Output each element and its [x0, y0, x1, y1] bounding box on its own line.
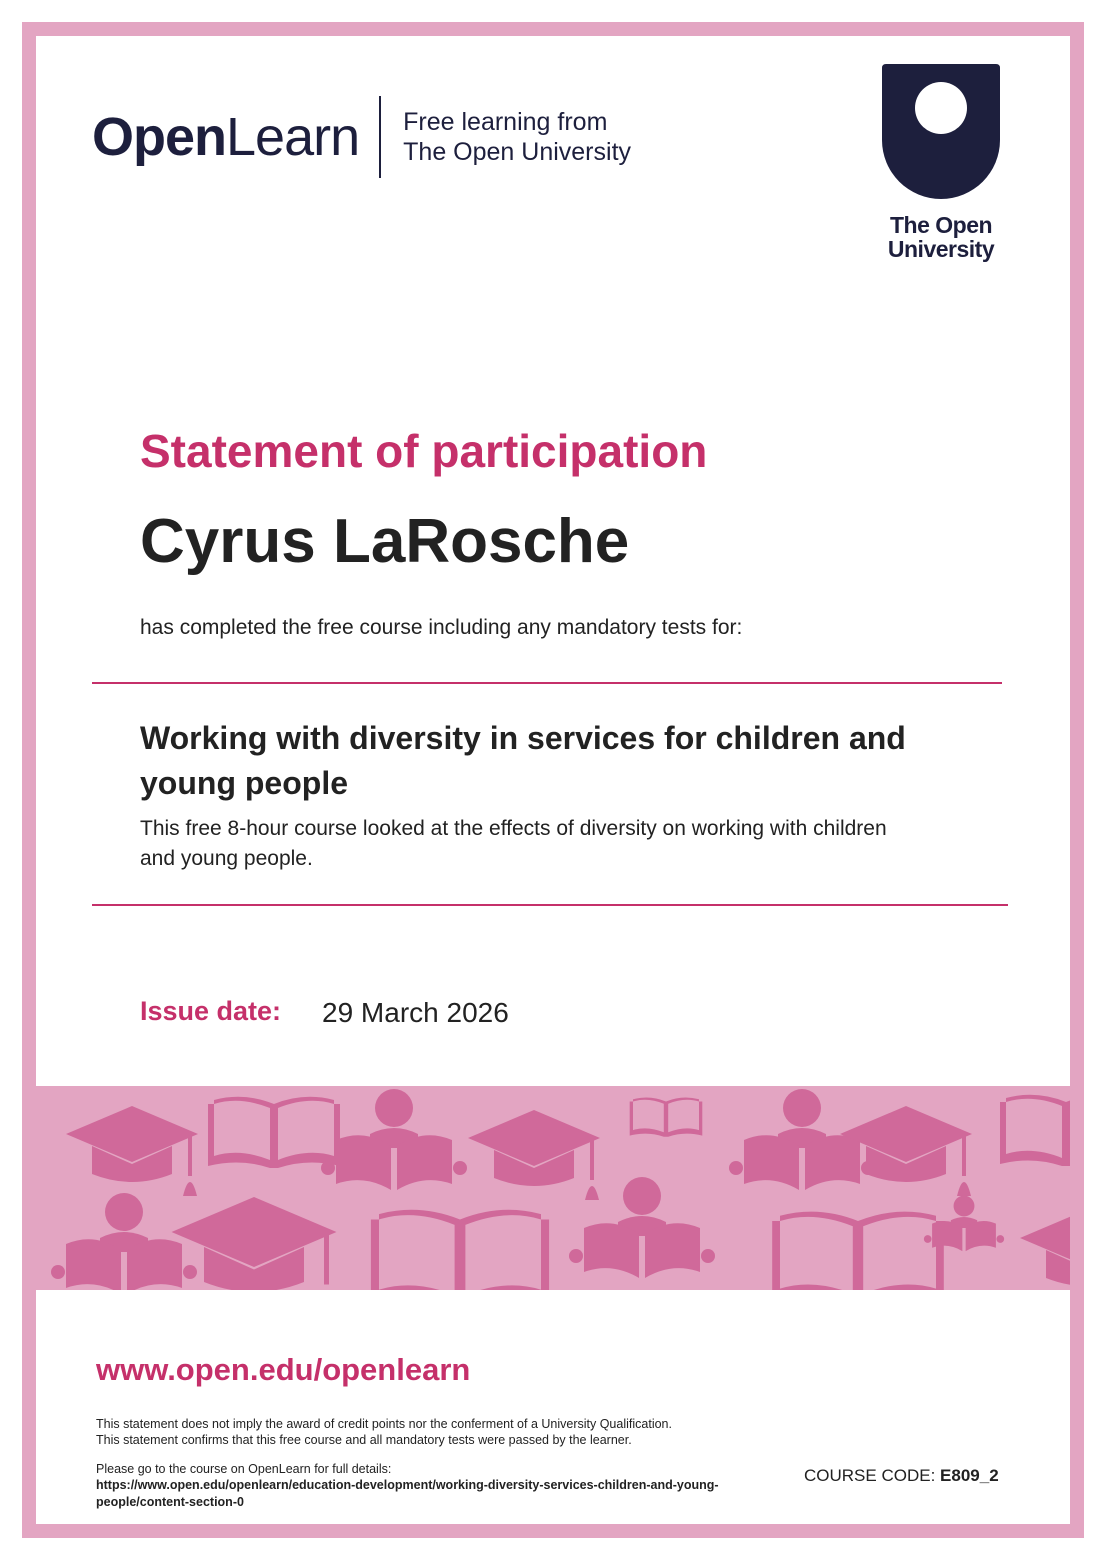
- reader-icon: [51, 1193, 197, 1290]
- course-details-link[interactable]: https://www.open.edu/openlearn/education-development/working-diversity-services-children-and-young-people/content-section-0: [96, 1478, 719, 1509]
- reader-icon: [924, 1196, 1004, 1252]
- course-code-label: COURSE CODE:: [804, 1466, 936, 1485]
- openlearn-tagline: [403, 107, 631, 168]
- open-book-icon: [630, 1098, 703, 1137]
- open-university-name: The Open University: [887, 212, 995, 263]
- openlearn-wordmark: [92, 107, 360, 167]
- certificate-title: Statement of participation: [140, 425, 708, 477]
- course-details: [96, 1461, 796, 1510]
- tagline-line-2: The Open University: [403, 138, 632, 166]
- issue-date-label: Issue date:: [140, 996, 282, 1026]
- course-title: Working with diversity in services for children and young people: [140, 720, 906, 801]
- course-code-value: E809_2: [940, 1466, 999, 1485]
- reader-icon: [321, 1089, 467, 1190]
- wordmark-light: Learn: [226, 107, 360, 167]
- divider-bottom: [92, 904, 1008, 906]
- disclaimer-line-2: This statement confirms that this free course and all mandatory tests were passed by the learner.: [96, 1433, 632, 1448]
- graduation-cap-icon: [66, 1106, 198, 1196]
- open-book-icon: [208, 1097, 340, 1168]
- disclaimer-line-1: This statement does not imply the award of credit points nor the conferment of a University Qualification.: [96, 1417, 672, 1431]
- open-book-icon: [772, 1212, 944, 1290]
- decorative-pattern-band: [36, 1088, 1070, 1290]
- course-code: [804, 1466, 999, 1486]
- disclaimer: [96, 1416, 796, 1449]
- wordmark-bold: Open: [92, 107, 227, 167]
- openlearn-website-link[interactable]: www.open.edu/openlearn: [96, 1352, 471, 1387]
- divider-top: [92, 682, 1002, 684]
- open-university-shield-icon: [882, 64, 1000, 200]
- course-description: This free 8-hour course looked at the effects of diversity on working with children and young people.: [140, 817, 887, 871]
- openlearn-logo: [92, 96, 631, 178]
- graduation-cap-icon: [468, 1110, 600, 1200]
- open-university-logo: [882, 64, 1000, 261]
- issue-date-value: 29 March 2026: [322, 997, 509, 1028]
- details-intro: Please go to the course on OpenLearn for full details:: [96, 1462, 392, 1476]
- tagline-line-1: Free learning from: [403, 107, 608, 136]
- open-book-icon: [1000, 1095, 1070, 1166]
- graduation-cap-icon: [172, 1197, 337, 1290]
- logo-divider: [379, 96, 381, 178]
- graduation-cap-icon: [1020, 1210, 1070, 1290]
- education-pattern: [36, 1088, 1070, 1290]
- completion-statement: has completed the free course including any mandatory tests for:: [140, 616, 743, 639]
- learner-name: Cyrus LaRosche: [140, 507, 630, 576]
- open-book-icon: [371, 1210, 549, 1290]
